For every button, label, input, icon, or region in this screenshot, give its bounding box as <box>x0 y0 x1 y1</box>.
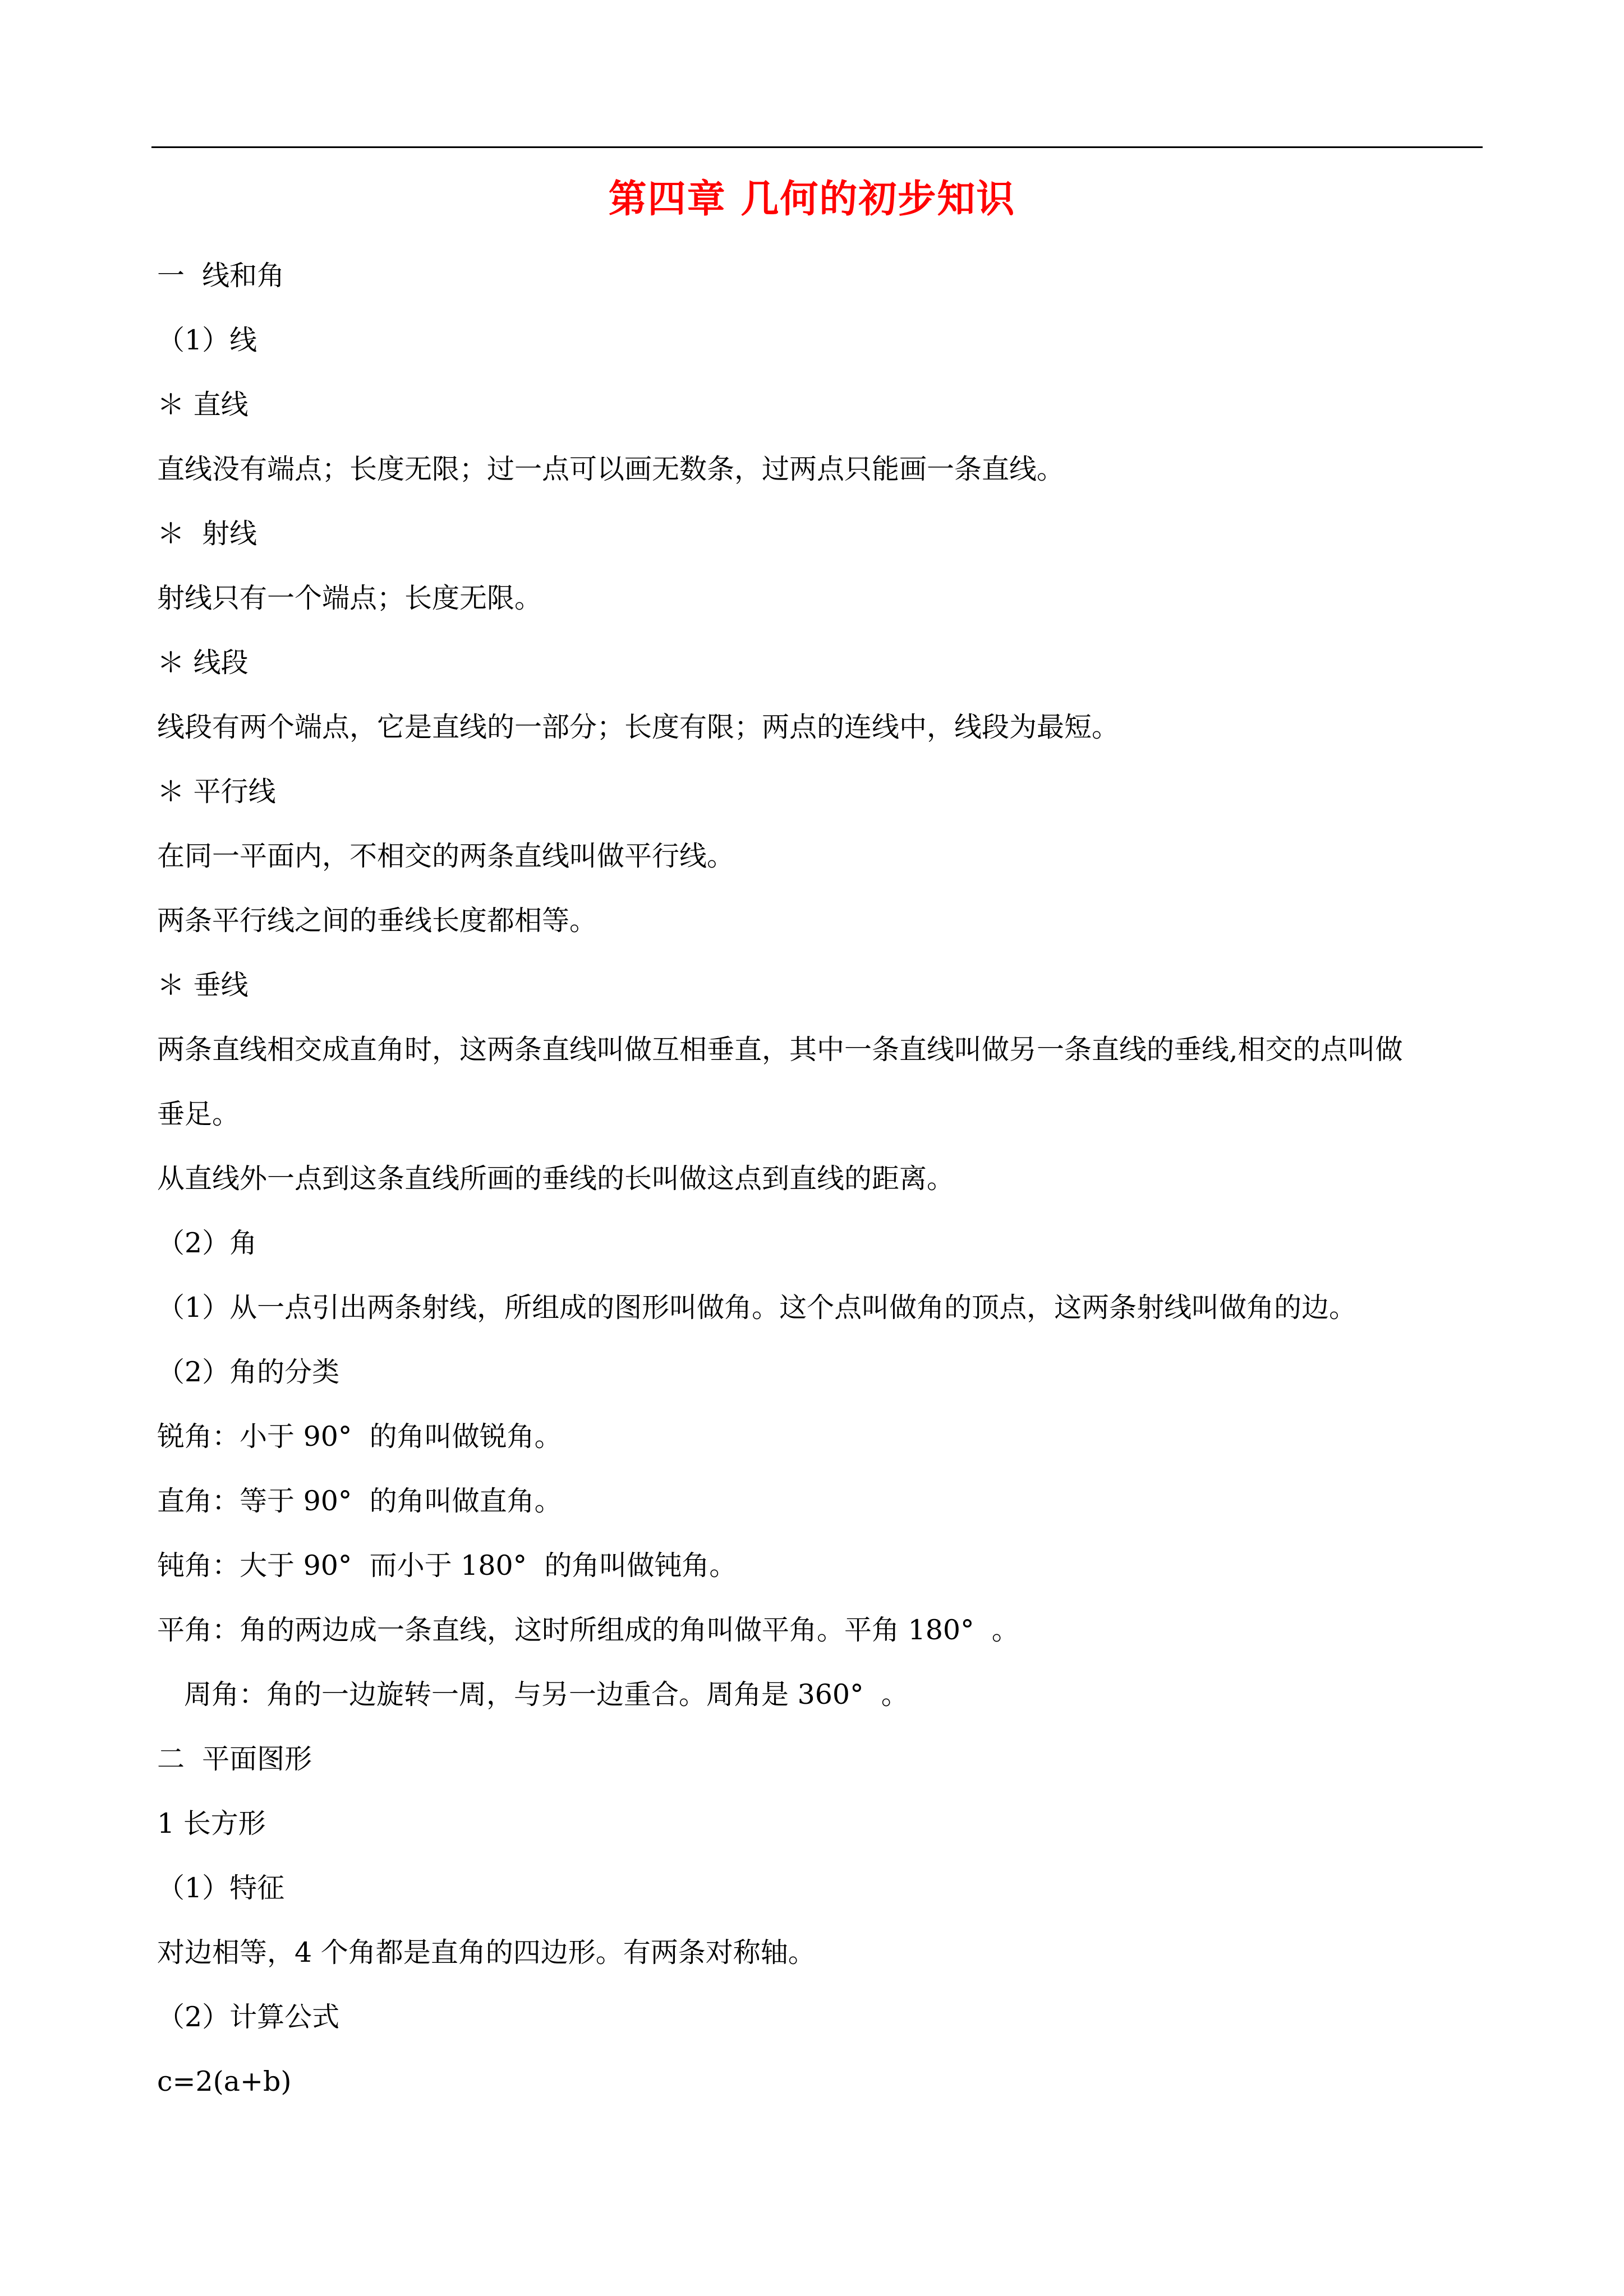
paragraph: 对边相等，4 个角都是直角的四边形。有两条对称轴。 <box>157 1937 816 1968</box>
paragraph: 两条平行线之间的垂线长度都相等。 <box>157 905 597 937</box>
subsection-heading: （2）角 <box>157 1227 257 1259</box>
chapter-title: 第四章 几何的初步知识 <box>608 177 1016 222</box>
item-heading: ＊ 平行线 <box>157 776 276 808</box>
paragraph-continuation: 垂足。 <box>157 1098 240 1130</box>
subsection-heading: （2）角的分类 <box>157 1356 340 1388</box>
paragraph: 平角：角的两边成一条直线，这时所组成的角叫做平角。平角 180° 。 <box>157 1614 1019 1646</box>
subsection-heading: （1）特征 <box>157 1872 285 1904</box>
section-heading: 一 线和角 <box>157 260 285 292</box>
formula: c=2(a+b) <box>157 2066 292 2097</box>
paragraph: 从直线外一点到这条直线所画的垂线的长叫做这点到直线的距离。 <box>157 1163 955 1195</box>
paragraph: 线段有两个端点，它是直线的一部分；长度有限；两点的连线中，线段为最短。 <box>157 711 1120 743</box>
paragraph: 射线只有一个端点；长度无限。 <box>157 582 542 614</box>
header-rule <box>151 146 1483 148</box>
paragraph: 锐角：小于 90° 的角叫做锐角。 <box>157 1421 562 1453</box>
subsection-heading: （1）线 <box>157 324 257 356</box>
document-body <box>157 255 1492 2125</box>
section-heading: 二 平面图形 <box>157 1743 312 1775</box>
paragraph: 直角：等于 90° 的角叫做直角。 <box>157 1485 562 1517</box>
paragraph: 直线没有端点；长度无限；过一点可以画无数条，过两点只能画一条直线。 <box>157 453 1065 485</box>
item-heading: ＊ 射线 <box>157 518 257 550</box>
paragraph: （1）从一点引出两条射线，所组成的图形叫做角。这个点叫做角的顶点，这两条射线叫做角的边。 <box>157 1292 1357 1324</box>
paragraph: 周角：角的一边旋转一周，与另一边重合。周角是 360° 。 <box>184 1679 909 1711</box>
paragraph: 钝角：大于 90° 而小于 180° 的角叫做钝角。 <box>157 1550 737 1582</box>
subsection-heading: 1 长方形 <box>157 1808 266 1839</box>
paragraph: 在同一平面内，不相交的两条直线叫做平行线。 <box>157 840 735 872</box>
item-heading: ＊ 直线 <box>157 389 249 421</box>
paragraph: 两条直线相交成直角时，这两条直线叫做互相垂直，其中一条直线叫做另一条直线的垂线,相交的点叫做 <box>157 1034 1403 1066</box>
item-heading: ＊ 垂线 <box>157 969 249 1001</box>
item-heading: ＊ 线段 <box>157 647 249 679</box>
subsection-heading: （2）计算公式 <box>157 2001 340 2033</box>
